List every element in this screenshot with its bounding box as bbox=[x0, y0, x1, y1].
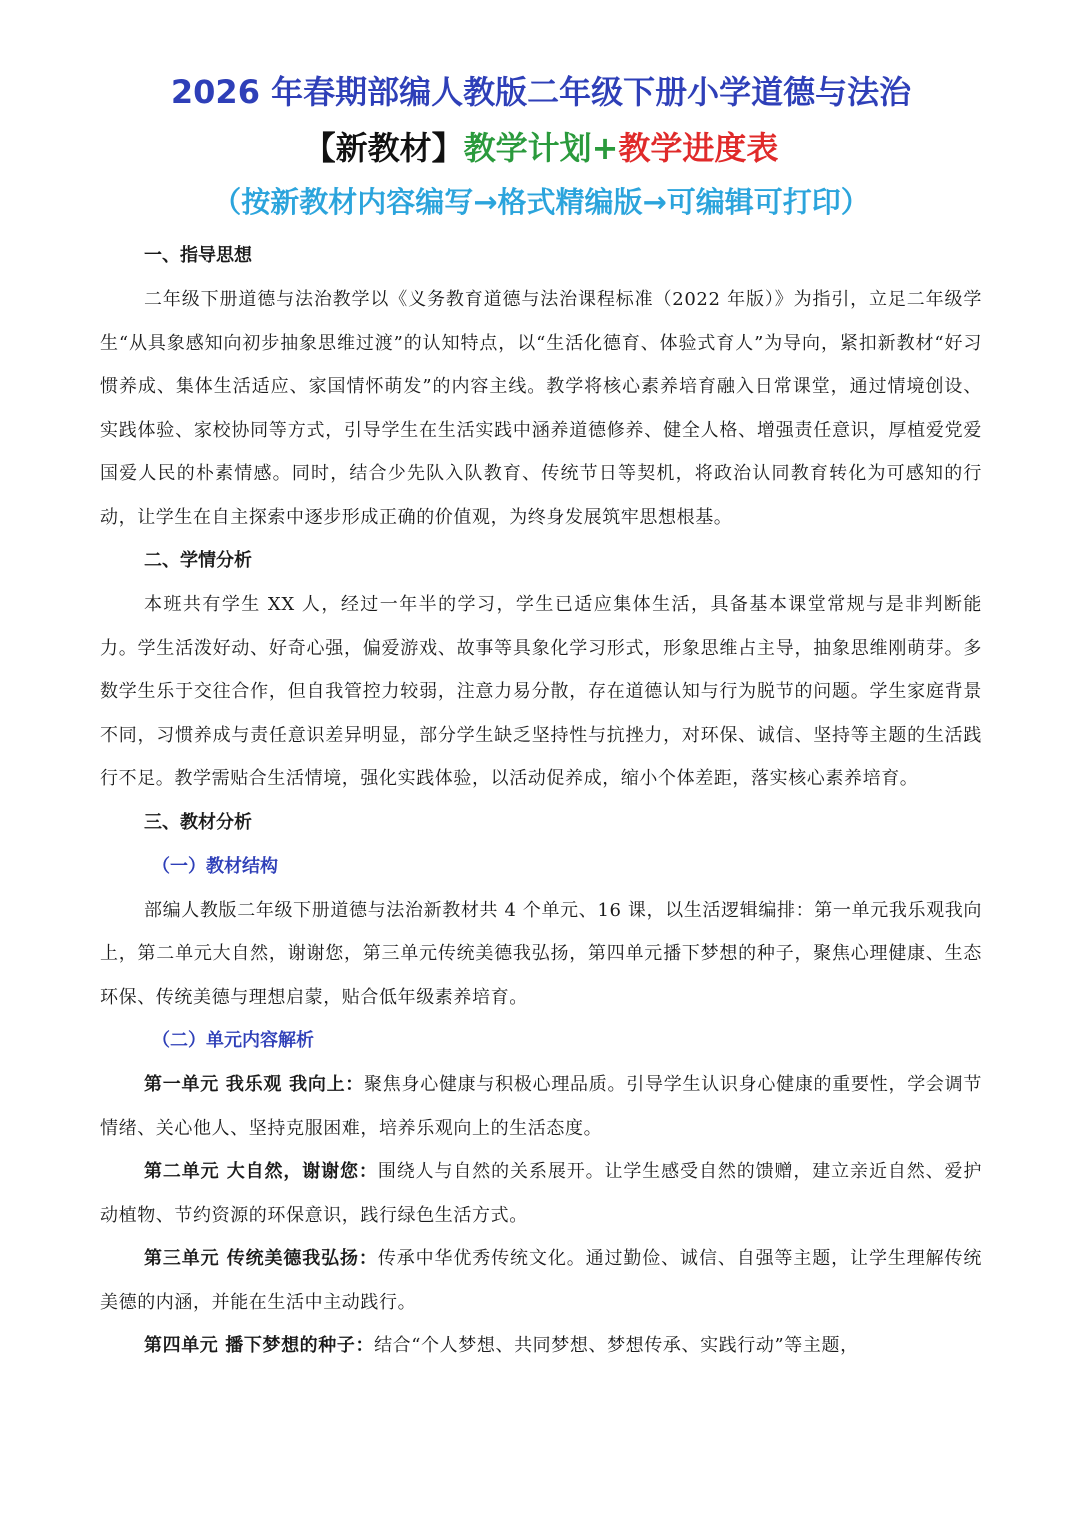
section-heading-guiding-thought: 一、指导思想 bbox=[144, 245, 252, 266]
paragraph-student-analysis: 本班共有学生 XX 人，经过一年半的学习，学生已适应集体生活，具备基本课堂常规与是非判断能力。学生活泼好动、好奇心强，偏爱游戏、故事等具象化学习形式，形象思维占主导，抽象思维刚萌芽。多数学生乐于交往合作，但自我管控力较弱，注意力易分散，存在道德认知与行为脱节的问题。学生家庭背景不同，习惯养成与责任意识差异明显，部分学生缺乏坚持性与抗挫力，对环保、诚信、坚持等主题的生活践行不足。教学需贴合生活情境，强化实践体验，以活动促养成，缩小个体差距，落实核心素养培育。 bbox=[100, 594, 982, 789]
subtitle-schedule: 教学进度表 bbox=[618, 129, 779, 167]
unit-2-text: 围绕人与自然的关系展开。让学生感受自然的馈赠，建立亲近自然、爱护动植物、节约资源的环保意识，践行绿色生活方式。 bbox=[100, 1161, 982, 1226]
unit-1-lead: 第一单元 我乐观 我向上： bbox=[144, 1074, 365, 1095]
paragraph-unit-1 bbox=[100, 1063, 982, 1150]
subheading-textbook-structure: （一）教材结构 bbox=[152, 855, 278, 877]
document-title: 2026 年春期部编人教版二年级下册小学道德与法治 bbox=[170, 73, 912, 111]
unit-4-lead: 第四单元 播下梦想的种子： bbox=[144, 1335, 375, 1356]
subtitle-teaching-plan: 教学计划+ bbox=[463, 129, 619, 167]
paragraph-unit-4 bbox=[100, 1324, 982, 1368]
section-heading-student-analysis: 二、学情分析 bbox=[144, 550, 252, 571]
unit-3-lead: 第三单元 传统美德我弘扬： bbox=[144, 1248, 378, 1269]
paragraph-guiding-thought: 二年级下册道德与法治教学以《义务教育道德与法治课程标准（2022 年版）》为指引，立足二年级学生“从具象感知向初步抽象思维过渡”的认知特点，以“生活化德育、体验式育人”为导向，紧扣新教材“好习惯养成、集体生活适应、家国情怀萌发”的内容主线。教学将核心素养培育融入日常课堂，通过情境创设、实践体验、家校协同等方式，引导学生在生活实践中涵养道德修养、健全人格、增强责任意识，厚植爱党爱国爱人民的朴素情感。同时，结合少先队入队教育、传统节日等契机，将政治认同教育转化为可感知的行动，让学生在自主探索中逐步形成正确的价值观，为终身发展筑牢思想根基。 bbox=[100, 289, 982, 528]
unit-1-text: 聚焦身心健康与积极心理品质。引导学生认识身心健康的重要性，学会调节情绪、关心他人、坚持克服困难，培养乐观向上的生活态度。 bbox=[100, 1074, 982, 1139]
subheading-unit-analysis: （二）单元内容解析 bbox=[152, 1030, 314, 1051]
paragraph-unit-3 bbox=[100, 1237, 982, 1324]
unit-2-lead: 第二单元 大自然，谢谢您： bbox=[144, 1161, 378, 1182]
document-note: （按新教材内容编写→格式精编版→可编辑可打印） bbox=[212, 185, 870, 219]
unit-4-text: 结合“个人梦想、共同梦想、梦想传承、实践行动”等主题， bbox=[374, 1335, 859, 1356]
paragraph-unit-2 bbox=[100, 1150, 982, 1237]
unit-3-text: 传承中华优秀传统文化。通过勤俭、诚信、自强等主题，让学生理解传统美德的内涵，并能在生活中主动践行。 bbox=[100, 1248, 982, 1313]
subtitle-new-textbook: 【新教材】 bbox=[303, 129, 464, 167]
section-heading-textbook-analysis: 三、教材分析 bbox=[144, 811, 252, 833]
paragraph-textbook-structure: 部编人教版二年级下册道德与法治新教材共 4 个单元、16 课，以生活逻辑编排：第一单元我乐观我向上，第二单元大自然，谢谢您，第三单元传统美德我弘扬，第四单元播下梦想的种子，聚焦心理健康、生态环保、传统美德与理想启蒙，贴合低年级素养培育。 bbox=[100, 899, 982, 1008]
document-subtitle bbox=[100, 120, 982, 176]
